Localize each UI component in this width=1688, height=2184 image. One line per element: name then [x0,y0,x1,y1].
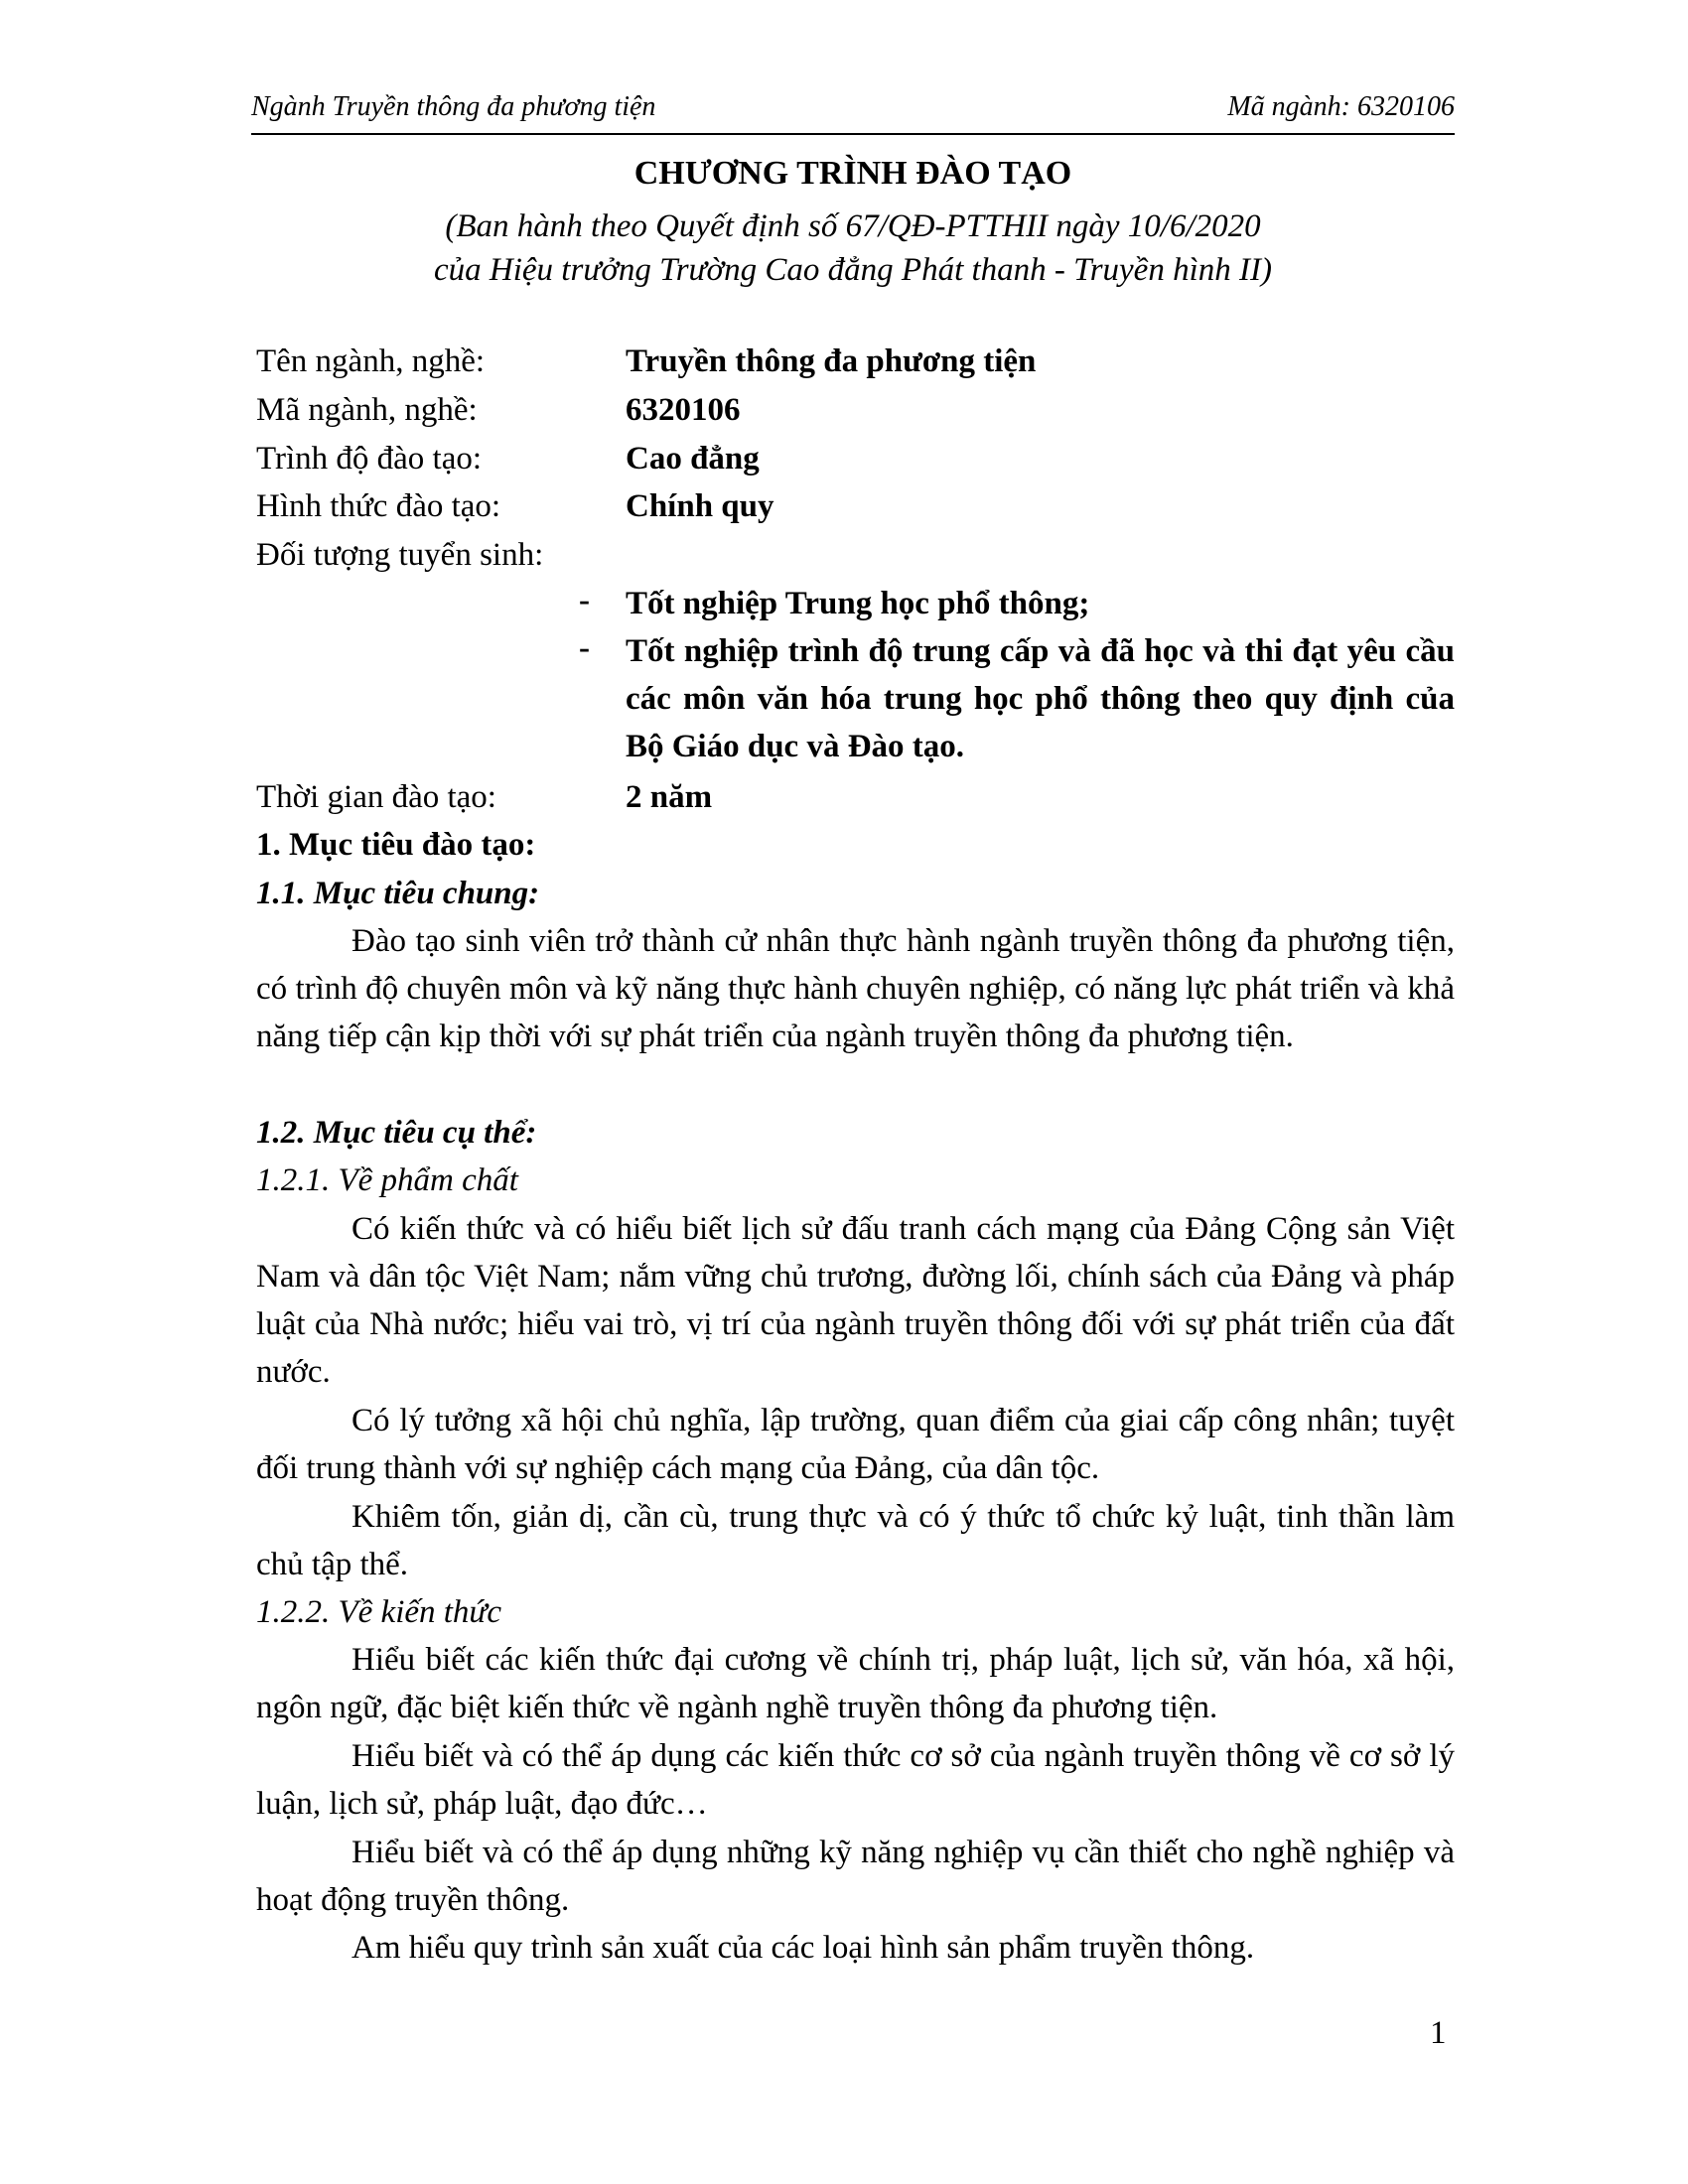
info-label: Tên ngành, nghề: [256,343,486,379]
section-heading: 1.1. Mục tiêu chung: [256,876,540,911]
paragraph: Hiểu biết các kiến thức đại cương về chính trị, pháp luật, lịch sử, văn hóa, xã hội, ngôn ngữ, đặc biệt kiến thức về ngành nghề truyền thông đa phương tiện. [256,1642,1455,1725]
info-label: Trình độ đào tạo: [256,441,483,477]
paragraph: Hiểu biết và có thể áp dụng các kiến thức cơ sở của ngành truyền thông về cơ sở lý luận, lịch sử, pháp luật, đạo đức… [256,1738,1455,1822]
info-value: Truyền thông đa phương tiện [626,343,1037,379]
document-title: CHƯƠNG TRÌNH ĐÀO TẠO [633,155,1072,192]
paragraph: Hiểu biết và có thể áp dụng những kỹ năng nghiệp vụ cần thiết cho nghề nghiệp và hoạt động truyền thông. [256,1835,1455,1918]
paragraph: Khiêm tốn, giản dị, cần cù, trung thực và có ý thức tổ chức kỷ luật, tinh thần làm chủ tập thể. [256,1499,1455,1582]
doituong-item-2: Tốt nghiệp trình độ trung cấp và đã học và thi đạt yêu cầu các môn văn hóa trung học phổ thông theo quy định của Bộ Giáo dục và Đào tạo. [626,633,1455,764]
page-header [251,87,1455,135]
info-label: Hình thức đào tạo: [256,488,501,524]
section-heading: 1.2. Mục tiêu cụ thể: [256,1115,537,1151]
info-label: Mã ngành, nghề: [256,392,478,428]
paragraph: Đào tạo sinh viên trở thành cử nhân thực hành ngành truyền thông đa phương tiện, có trình độ chuyên môn và kỹ năng thực hành chuyên nghiệp, có năng lực phát triển và khả năng tiếp cận kịp thời với sự phát triển của ngành truyền thông đa phương tiện. [256,923,1455,1054]
info-value: 6320106 [626,392,741,428]
section-heading: 1.2.2. Về kiến thức [256,1594,502,1630]
doituong-item-1: Tốt nghiệp Trung học phổ thông; [626,586,1090,621]
paragraph: Am hiểu quy trình sản xuất của các loại hình sản phẩm truyền thông. [352,1930,1255,1966]
info-value: Cao đẳng [626,441,760,477]
paragraph: Có lý tưởng xã hội chủ nghĩa, lập trường, quan điểm của giai cấp công nhân; tuyệt đối trung thành với sự nghiệp cách mạng của Đảng, của dân tộc. [256,1403,1455,1486]
info-label: Đối tượng tuyển sinh: [256,537,544,573]
bullet-marker: - [579,583,590,618]
section-heading: 1. Mục tiêu đào tạo: [256,827,536,863]
info-label: Thời gian đào tạo: [256,779,496,815]
header-right: Mã ngành: 6320106 [1227,91,1455,122]
subtitle-line-1: (Ban hành theo Quyết định số 67/QĐ-PTTHII ngày 10/6/2020 [445,208,1261,244]
paragraph: Có kiến thức và có hiểu biết lịch sử đấu tranh cách mạng của Đảng Cộng sản Việt Nam và dân tộc Việt Nam; nắm vững chủ trương, đường lối, chính sách của Đảng và pháp luật của Nhà nước; hiểu vai trò, vị trí của ngành truyền thông đối với sự phát triển của đất nước. [256,1211,1455,1390]
subtitle-line-2: của Hiệu trưởng Trường Cao đẳng Phát thanh - Truyền hình II) [434,252,1272,288]
header-left: Ngành Truyền thông đa phương tiện [251,91,656,122]
page-number: 1 [1430,2015,1447,2051]
bullet-marker: - [579,630,590,666]
info-value: Chính quy [626,488,774,524]
section-heading: 1.2.1. Về phẩm chất [256,1162,518,1198]
info-value: 2 năm [626,779,713,815]
